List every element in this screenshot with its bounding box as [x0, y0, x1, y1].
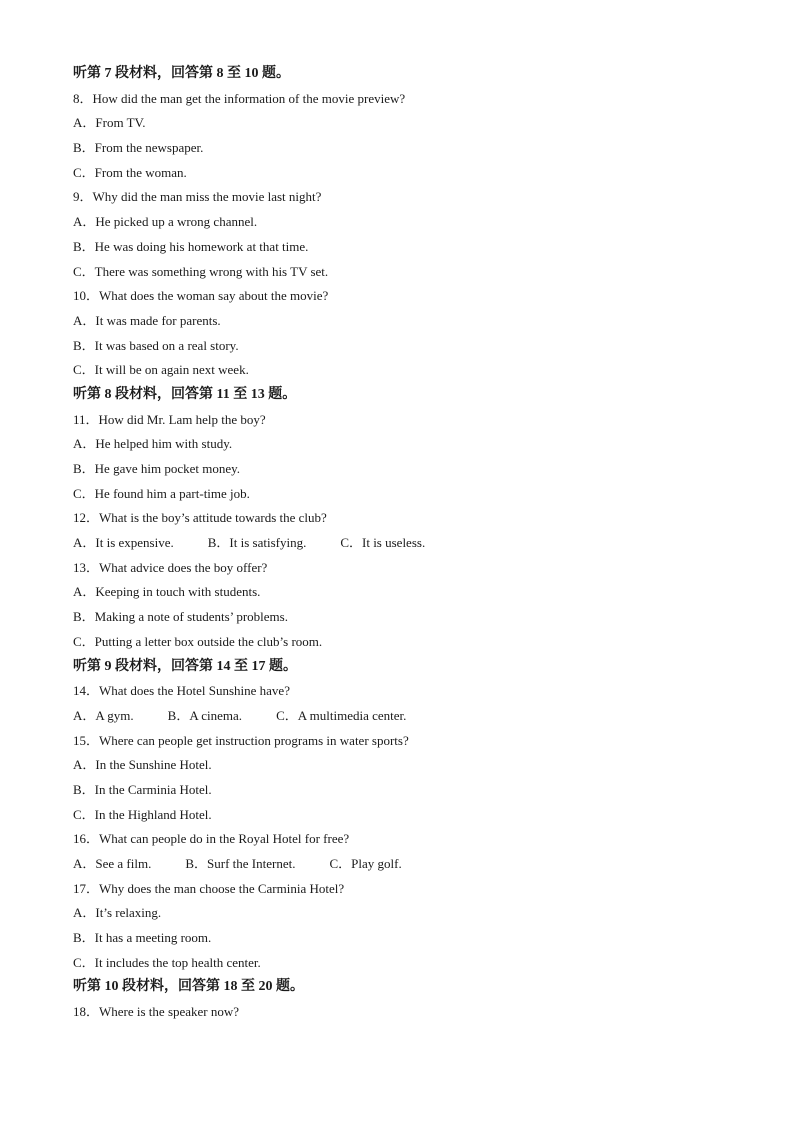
question-stem: 17．Why does the man choose the Carminia Hotel? — [73, 880, 345, 896]
option-a: A．In the Sunshine Hotel. — [73, 757, 212, 773]
question-stem: 16．What can people do in the Royal Hotel for free? — [73, 831, 350, 847]
option-c: C．Putting a letter box outside the club’s room. — [73, 633, 323, 649]
option-a: A．See a film. — [73, 856, 152, 871]
option-b: B．It was based on a real story. — [73, 337, 239, 353]
question-stem: 15．Where can people get instruction programs in water sports? — [73, 732, 409, 748]
option-a: A．Keeping in touch with students. — [73, 584, 261, 600]
option-b: B．Making a note of students’ problems. — [73, 609, 288, 625]
section-heading: 听第 8 段材料，回答第 11 至 13 题。 — [73, 386, 297, 402]
option-a: A．He helped him with study. — [73, 436, 233, 452]
section-heading: 听第 7 段材料，回答第 8 至 10 题。 — [73, 66, 290, 81]
option-b: B．A cinema. — [167, 707, 243, 723]
option-a: A．A gym. — [73, 707, 134, 723]
section-heading: 听第 9 段材料，回答第 14 至 17 题。 — [73, 658, 297, 674]
option-a: A．It was made for parents. — [73, 312, 221, 328]
option-b: B．It has a meeting room. — [73, 930, 212, 946]
question-stem: 10．What does the woman say about the movie? — [73, 288, 329, 304]
option-a: A．It’s relaxing. — [73, 905, 162, 921]
option-c: C．It is useless. — [340, 535, 426, 551]
option-c: C．He found him a part-time job. — [73, 485, 250, 501]
option-c: C．It will be on again next week. — [73, 362, 249, 378]
option-c: C．Play golf. — [329, 856, 402, 871]
option-b: B．Surf the Internet. — [185, 856, 296, 871]
option-b: B．He gave him pocket money. — [73, 461, 241, 476]
option-a: A．From TV. — [73, 115, 146, 131]
option-a: A．It is expensive. — [73, 535, 174, 551]
option-a: A．He picked up a wrong channel. — [73, 214, 258, 230]
options-row — [73, 704, 753, 729]
option-c: C．From the woman. — [73, 164, 187, 180]
option-b: B．From the newspaper. — [73, 140, 204, 156]
options-row — [73, 531, 753, 556]
question-stem: 11．How did Mr. Lam help the boy? — [73, 411, 266, 427]
option-c: C．A multimedia center. — [276, 707, 407, 723]
question-stem: 9．Why did the man miss the movie last night? — [73, 189, 322, 205]
option-c: C．It includes the top health center. — [73, 954, 261, 970]
question-stem: 12．What is the boy’s attitude towards the club? — [73, 510, 327, 526]
section-heading: 听第 10 段材料，回答第 18 至 20 题。 — [73, 979, 304, 995]
exam-page — [73, 62, 753, 1025]
option-b: B．In the Carminia Hotel. — [73, 781, 212, 797]
option-c: C．There was something wrong with his TV set. — [73, 263, 329, 279]
options-row — [73, 852, 753, 877]
question-stem: 18．Where is the speaker now? — [73, 1004, 240, 1020]
option-b: B．It is satisfying. — [207, 535, 307, 551]
question-stem: 14．What does the Hotel Sunshine have? — [73, 683, 290, 699]
question-stem: 13．What advice does the boy offer? — [73, 559, 268, 575]
option-b: B．He was doing his homework at that time. — [73, 238, 309, 254]
question-stem: 8．How did the man get the information of the movie preview? — [73, 90, 406, 106]
option-c: C．In the Highland Hotel. — [73, 806, 212, 822]
